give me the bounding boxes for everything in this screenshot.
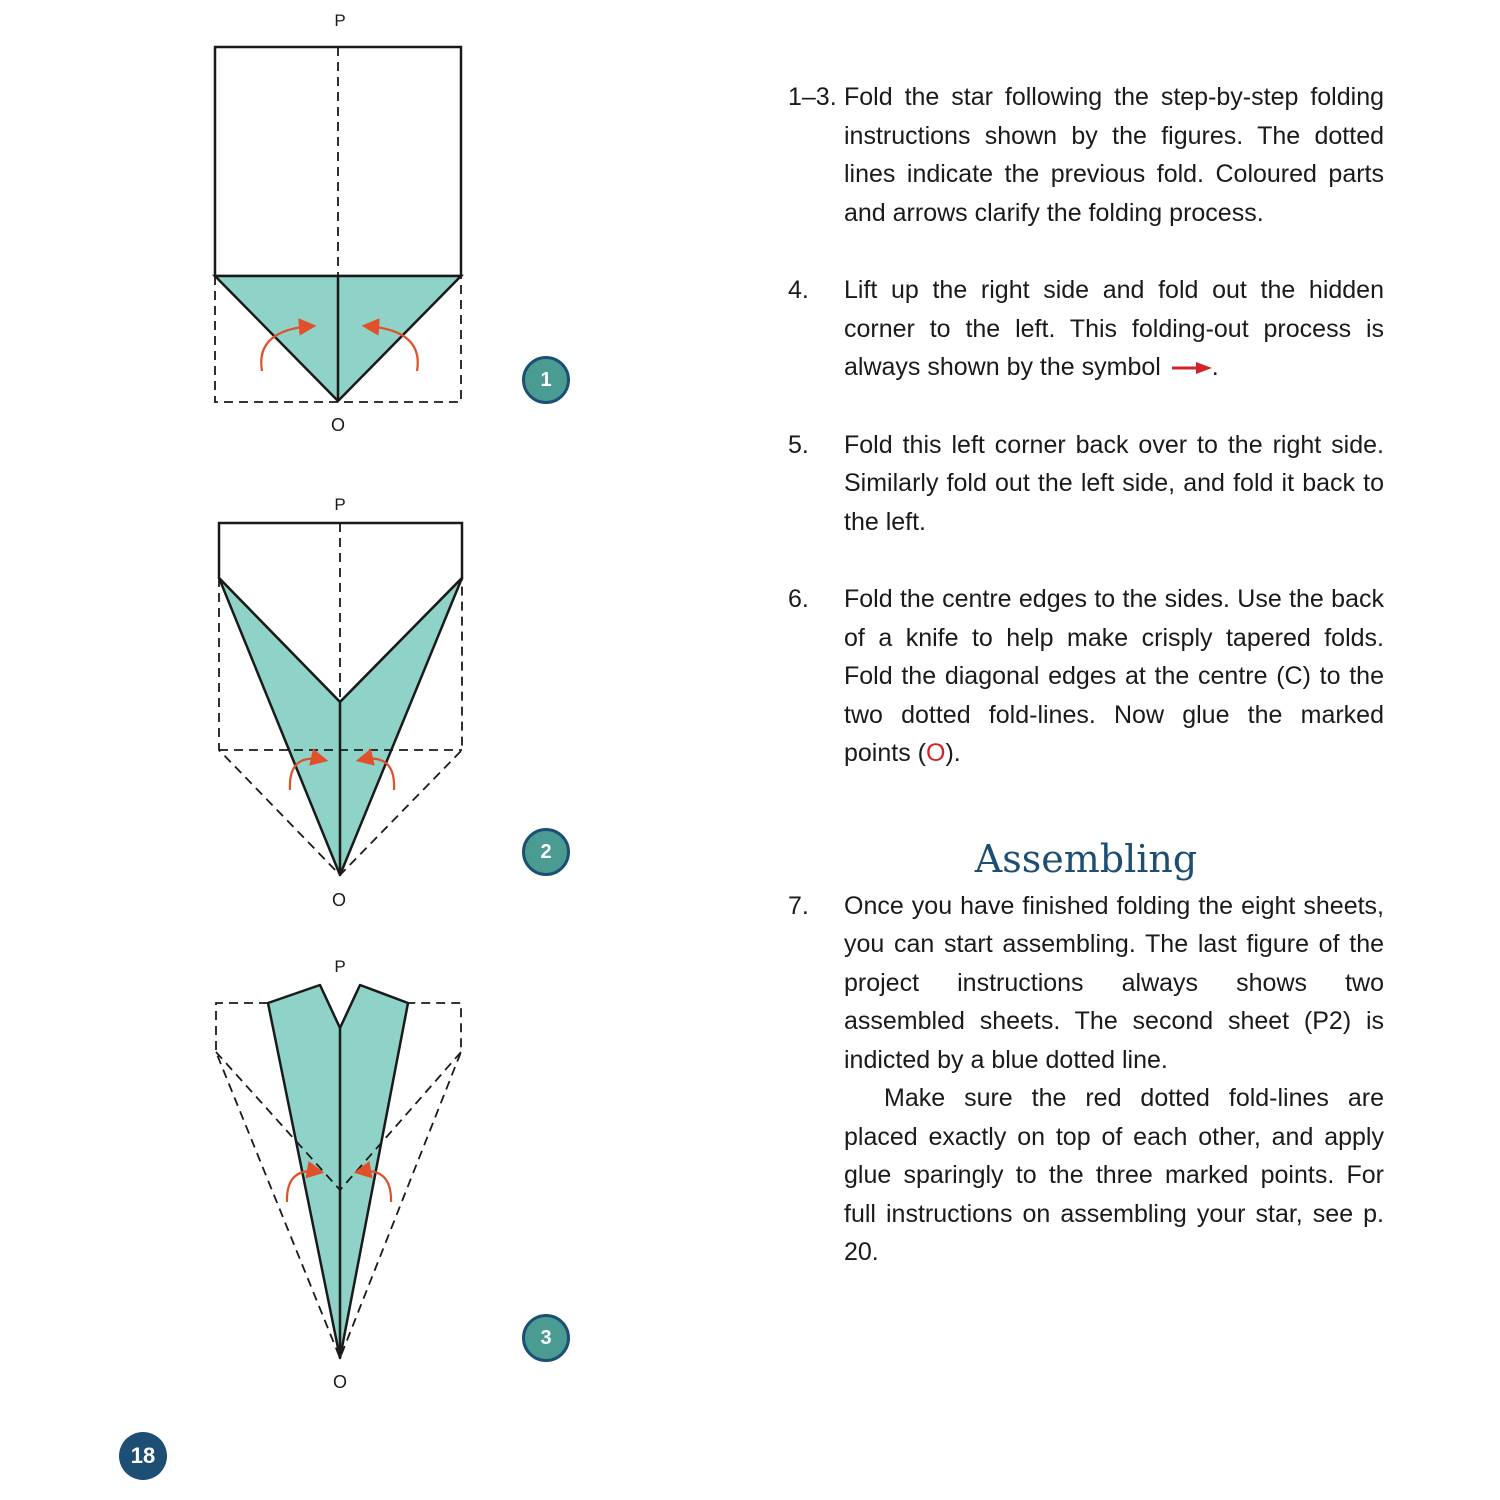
step-text: Fold this left corner back over to the right side. Similarly fold out the left side, and fold it back to the left.	[844, 430, 1384, 536]
folding-diagrams-svg	[0, 0, 640, 1420]
figure-2	[219, 495, 462, 910]
glue-point-symbol: O	[925, 739, 946, 767]
step-number: 7.	[788, 891, 809, 920]
step-4	[788, 271, 1384, 387]
fold-out-arrow-icon	[1172, 361, 1212, 375]
step-text: Fold the centre edges to the sides. Use the back of a knife to help make crisply tapered folds. Fold the diagonal edges at the centre (C) to the two dotted fold-lines. Now glue the marked points (O).	[844, 585, 1384, 767]
figure-3	[216, 957, 461, 1392]
page-number: 18	[119, 1432, 167, 1480]
step-text: Lift up the right side and fold out the hidden corner to the left. This folding-out process is always shown by the symbol .	[844, 276, 1384, 381]
step-text-continued: Make sure the red dotted fold-lines are placed exactly on top of each other, and apply glue sparingly to the three marked points. For full instructions on assembling your star, see p. 20.	[844, 1084, 1384, 1266]
figure-2-label-bottom: O	[331, 890, 347, 910]
step-text: Once you have finished folding the eight sheets, you can start assembling. The last figure of the project instructions always shows two assembled sheets. The second sheet (P2) is indicted by a blue dotted line.	[844, 891, 1384, 1074]
step-badge-3: 3	[522, 1314, 570, 1362]
step-number: 1–3.	[788, 83, 837, 111]
step-5	[788, 426, 1384, 542]
figure-2-label-top: P	[334, 495, 346, 514]
step-1-3	[788, 78, 1384, 232]
section-heading: Assembling	[974, 836, 1198, 881]
step-text: Fold the star following the step-by-step folding instructions shown by the figures. The dotted lines indicate the previous fold. Coloured parts and arrows clarify the folding process.	[844, 83, 1384, 227]
step-7	[788, 887, 1384, 1272]
step-number: 4.	[788, 276, 809, 304]
instructions-text	[788, 78, 1384, 1311]
folding-diagrams	[0, 0, 640, 1420]
step-badge-1: 1	[522, 356, 570, 404]
figure-1-label-top: P	[334, 11, 346, 30]
figure-1-label-bottom: O	[330, 415, 346, 435]
figure-3-label-bottom: O	[332, 1372, 348, 1392]
step-badge-2: 2	[522, 828, 570, 876]
step-number: 5.	[788, 430, 809, 459]
figure-3-label-top: P	[334, 957, 346, 976]
step-6	[788, 580, 1384, 773]
step-number: 6.	[788, 585, 809, 613]
figure-1	[215, 11, 461, 435]
